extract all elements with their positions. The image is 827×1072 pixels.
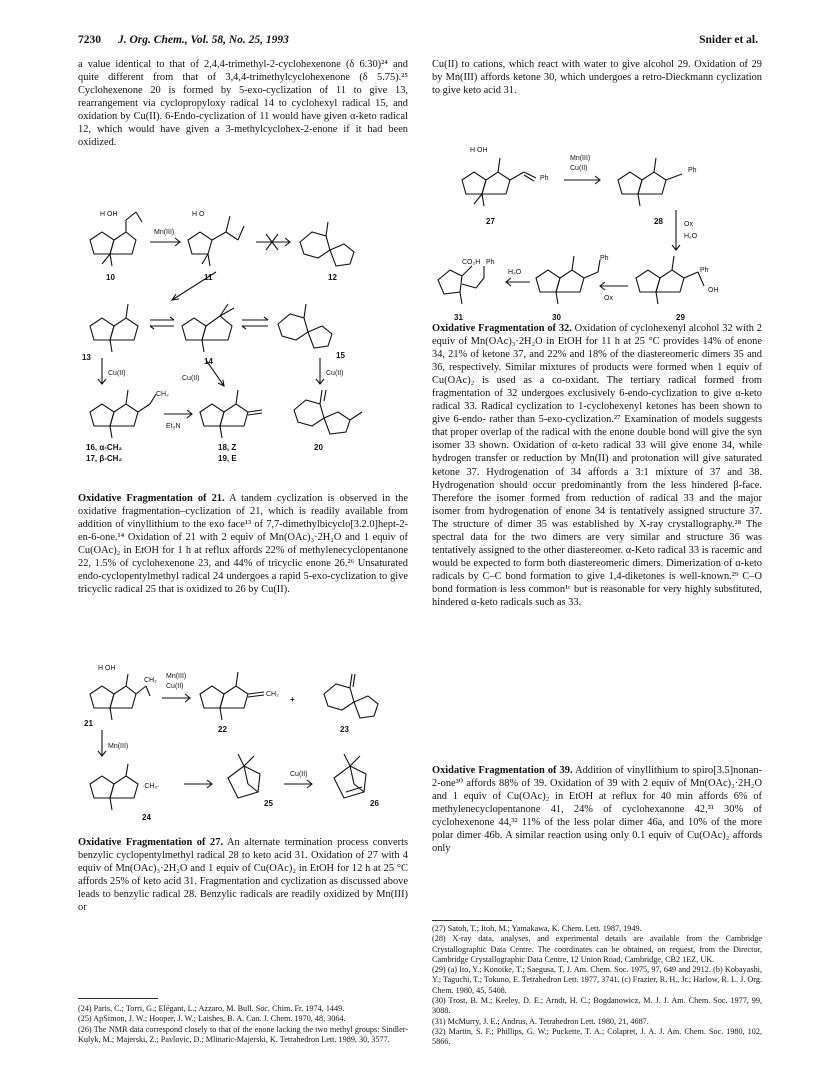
right-footnote-rule: [432, 920, 512, 921]
scheme-2-reagent-cu-2: Cu(II): [290, 771, 308, 778]
section-27-body: An alternate termination process converts benzylic cyclopentylmethyl radical 28 to keto acid 31. Oxidation of 27 with 4 equiv of Mn(OAc)₃·2H₂O and 1 equiv of Cu(OAc)₂ in EtOH for 12 h at 25 °C affords 25% of keto acid 31. Fragmentation and cyclization as discussed above leads to benzylic radical 28. Benzylic radicals are readily oxidized by Mn(III) or: [78, 837, 408, 914]
scheme-1: [78, 200, 408, 468]
compound-17-label: 17, β-CH₂: [86, 454, 122, 463]
scheme-3-ph-30: Ph: [600, 255, 609, 262]
scheme-2-ch2-label: CH₂: [144, 677, 157, 684]
section-32-body: Oxidation of cyclohexenyl alcohol 32 with 2 equiv of Mn(OAc)₃·2H₂O in EtOH for 11 h at 25 °C provides 14% of enone 34, 21% of ketone 37, and 22% and 18% of the diastereomeric dimers 35 and 36, respectively. Similar mixtures of products were formed when 1 equiv of Cu(OAc)₂ is used as a co-oxidant. The tertiary radical formed from fragmentation of 32 undergoes exclusively 6-endo-cyclization to give α-keto radical 33. Radical cyclization to 1-cyclohexenyl ketones has been shown to give 6-endo- rather than 5-exo-cyclization.²⁷ Examination of models suggests that proper overlap of the radical with the enone double bond will give the syn isomer 33 shown. Oxidation of α-keto radical 33 will give enone 34, while hydrogen transfer or reduction by Mn(II) and protonation will give saturated ketone 37. Hydrogenation of 34 affords a 3:1 mixture of 37 and 38. Hydrogenation should occur predominantly from the less hindered β-face. Therefore the isomer formed from reduction of radical 33 and the major isomer from hydrogenation of enone 34 is tentatively assigned structure 37. The structure of dimer 35 was established by X-ray crystallography.²⁸ The spectral data for the two dimers are very similar and structure 36 was tentatively assigned to the other diastereomer. α-Keto radical 33 is racemic and would be expected to form both diastereomeric dimers. Dimerization of α-keto radicals by C–C bond formation to give 1,4-diketones is well-known.²⁹ C–O bond formation is less common¹ᶜ but is reasonable for very highly substituted, hindered α-keto radicals such as 33.: [432, 323, 762, 608]
scheme-2-drawing: [78, 660, 408, 830]
scheme-1-reagent-cu-3: Cu(II): [326, 370, 344, 377]
scheme-2-plus: +: [290, 695, 295, 704]
scheme-3-reagent-h2o-2: H₂O: [508, 269, 522, 276]
compound-24-label: 24: [142, 813, 151, 822]
compound-21-label: 21: [84, 719, 93, 728]
scheme-2-reagent-cu: Cu(II): [166, 683, 184, 690]
section-39-body: Addition of vinyllithium to spiro[3.5]nonan-2-one³⁰ affords 88% of 39. Oxidation of 39 with 2 equiv of Mn(OAc)₃·2H₂O and 1 equiv of Cu(OAc)₂ in EtOH at reflux for 40 min affords 6% of methylenecyclopentanone 41, 24% of cyclohexanone 42,³¹ 30% of cyclohexenone 44,³² 11% of the less polar dimer 46a, and 10% of the more polar dimer 46b. A similar reaction using only 0.1 equiv of Cu(OAc)₂ affords only: [432, 765, 762, 855]
section-21-heading: Oxidative Fragmentation of 21.: [78, 493, 225, 504]
running-header: [78, 34, 758, 50]
footnote-32: (32) Martin, S. F.; Phillips, G. W.; Puckette, T. A.; Colapret, J. A. J. Am. Chem. Soc. 1980, 102, 5866.: [432, 1026, 762, 1047]
scheme-2-oh-label: H OH: [98, 665, 116, 672]
compound-27-label: 27: [486, 217, 495, 226]
right-section-39: [432, 764, 762, 855]
right-section-32: [432, 322, 762, 609]
section-39-heading: Oxidative Fragmentation of 39.: [432, 765, 573, 776]
left-footnotes: [78, 1004, 408, 1045]
scheme-3-ph-28: Ph: [688, 167, 697, 174]
scheme-3-oh-29: OH: [708, 287, 719, 294]
scheme-1-oh-label: H OH: [100, 211, 118, 218]
scheme-3-reagent-ox: Ox: [684, 221, 693, 228]
left-footnote-rule: [78, 998, 158, 999]
compound-18-label: 18, Z: [218, 443, 237, 452]
section-27-heading: Oxidative Fragmentation of 27.: [78, 837, 224, 848]
scheme-3-reagent-h2o: H₂O: [684, 233, 698, 240]
compound-20-label: 20: [314, 443, 323, 452]
running-authors: Snider et al.: [699, 34, 758, 46]
footnote-31: (31) McMurry, J. E.; Andrus, A. Tetrahedron Lett. 1980, 21, 4687.: [432, 1016, 649, 1026]
scheme-3-ph-29: Ph: [700, 267, 709, 274]
left-section-21: [78, 492, 408, 596]
compound-31-label: 31: [454, 313, 463, 322]
compound-12-label: 12: [328, 273, 337, 282]
scheme-3-reagent-cu: Cu(II): [570, 165, 588, 172]
scheme-2-ch2-radical: ·CH₂·: [142, 783, 160, 790]
scheme-1-reagent-cu-1: Cu(II): [108, 370, 126, 377]
scheme-3-oh-label: H OH: [470, 147, 488, 154]
compound-23-label: 23: [340, 725, 349, 734]
compound-30-label: 30: [552, 313, 561, 322]
compound-11-label: 11: [204, 273, 213, 282]
scheme-3-reagent-ox-2: Ox: [604, 295, 613, 302]
journal-citation: J. Org. Chem., Vol. 58, No. 25, 1993: [118, 34, 289, 46]
section-21-body: A tandem cyclization is observed in the oxidative fragmentation–cyclization of 21, which is readily available from addition of vinyllithium to the exo face¹³ of 7,7-dimethylbicyclo[3.2.0]hept-2-en-6-one.¹⁴ Oxidation of 21 with 2 equiv of Mn(OAc)₃·2H₂O and 1 equiv of Cu(OAc)₂ in EtOH for 1 h at reflux affords 22% of methylenecyclopentanone 22, 1.5% of cyclohexenone 23, and 44% of tricyclic enone 26.²⁶ Unsaturated endo-cyclopentylmethyl radical 24 undergoes a rapid 5-exo-cyclization to give tricyclic radical 25 that is oxidized to 26 by Cu(II).: [78, 493, 408, 596]
footnote-25: (25) ApSimon, J. W.; Hooper, J. W.; Laishes, B. A. Can. J. Chem. 1970, 48, 3064.: [78, 1014, 346, 1024]
compound-29-label: 29: [676, 313, 685, 322]
scheme-1-reagent-cu-2: Cu(II): [182, 375, 200, 382]
scheme-3-co2h: CO₂H: [462, 259, 481, 266]
compound-19-label: 19, E: [218, 454, 237, 463]
footnote-24: (24) Paris, C.; Torri, G.; Elégant, L.; Azzaro, M. Bull. Soc. Chim. Fr. 1974, 1449.: [78, 1004, 345, 1013]
scheme-3-ph-27: Ph: [540, 175, 549, 182]
section-32-heading: Oxidative Fragmentation of 32.: [432, 323, 572, 334]
compound-28-label: 28: [654, 217, 663, 226]
footnote-28: (28) X-ray data, analyses, and experimental details are available from the Cambridge Crystallographic Data Centre. The coordinates can be obtained, on request, from the Director, Cambridge Crystallographic Data Centre, 12 Union Road, Cambridge, CB2 1EZ, UK.: [432, 934, 762, 964]
scheme-2-reagent-mn: Mn(III): [166, 673, 187, 680]
scheme-1-ho-label: H O: [192, 211, 205, 218]
scheme-2: [78, 660, 408, 830]
scheme-2-ch2-22-label: CH₂: [266, 691, 279, 698]
page-number: 7230: [78, 34, 101, 46]
right-footnotes: [432, 924, 762, 1048]
compound-22-label: 22: [218, 725, 227, 734]
compound-13-label: 13: [82, 353, 91, 362]
scheme-3-ph-31: Ph: [486, 259, 495, 266]
left-section-27: [78, 836, 408, 914]
footnote-29: (29) (a) Ito, Y.; Konoike, T.; Saegusa, T. J. Am. Chem. Soc. 1975, 97, 649 and 2912. (b) Kobayashi, Y.; Taguchi, T.; Tokuno, E. Tetrahedron Lett. 1977, 3741. (c) Frazier, R. H., Jr.; Harlow, R. L. J. Org. Chem. 1980, 45, 5408.: [432, 965, 762, 995]
compound-10-label: 10: [106, 273, 115, 282]
compound-16-label: 16, α-CH₂: [86, 443, 123, 452]
compound-14-label: 14: [204, 357, 213, 366]
footnote-30: (30) Trost, B. M.; Keeley, D. E.; Arndt, H. C.; Bogdanowicz, M. J. J. Am. Chem. Soc. 1977, 99, 3088.: [432, 996, 762, 1016]
scheme-3-reagent-mn: Mn(III): [570, 155, 591, 162]
scheme-1-reagent-mn: Mn(III): [154, 229, 175, 236]
footnote-26: (26) The NMR data correspond closely to that of the enone lacking the two methyl groups: Sindler-Kulyk, M.; Majerski, Z.; Pavlovic, D.; Mlinaric-Majerski, K. Tetrahedron Lett. 1989, 30, 3577.: [78, 1024, 408, 1044]
scheme-1-reagent-et3n: Et₃N: [166, 423, 181, 430]
footnote-27: (27) Satoh, T.; Itoh, M.; Yamakawa, K. Chem. Lett. 1987, 1949.: [432, 924, 642, 933]
scheme-1-ch2-label: CH₂: [156, 391, 169, 398]
left-paragraph-1: a value identical to that of 2,4,4-trimethyl-2-cyclohexenone (δ 6.30)²⁴ and quite different from that of 3,4,4-trimethylcyclohexenone (δ 5.75).²⁵ Cyclohexenone 20 is formed by 5-exo-cyclization of 11 to give 13, rearrangement via cyclopropyloxy radical 14 to cyclohexyl radical 15, and oxidation by Cu(II). 6-Endo-cyclization of 11 would have given α-keto radical 12, which would have given a 3-methylcyclohex-2-enone if it had been oxidized.: [78, 59, 408, 149]
compound-26-label: 26: [370, 799, 379, 808]
right-paragraph-1: Cu(II) to cations, which react with water to give alcohol 29. Oxidation of 29 by Mn(III) affords ketone 30, which undergoes a retro-Dieckmann cyclization to give keto acid 31.: [432, 59, 762, 97]
scheme-2-reagent-mn-2: Mn(III): [108, 743, 129, 750]
compound-25-label: 25: [264, 799, 273, 808]
scheme-1-drawing: [78, 200, 408, 468]
compound-15-label: 15: [336, 351, 345, 360]
